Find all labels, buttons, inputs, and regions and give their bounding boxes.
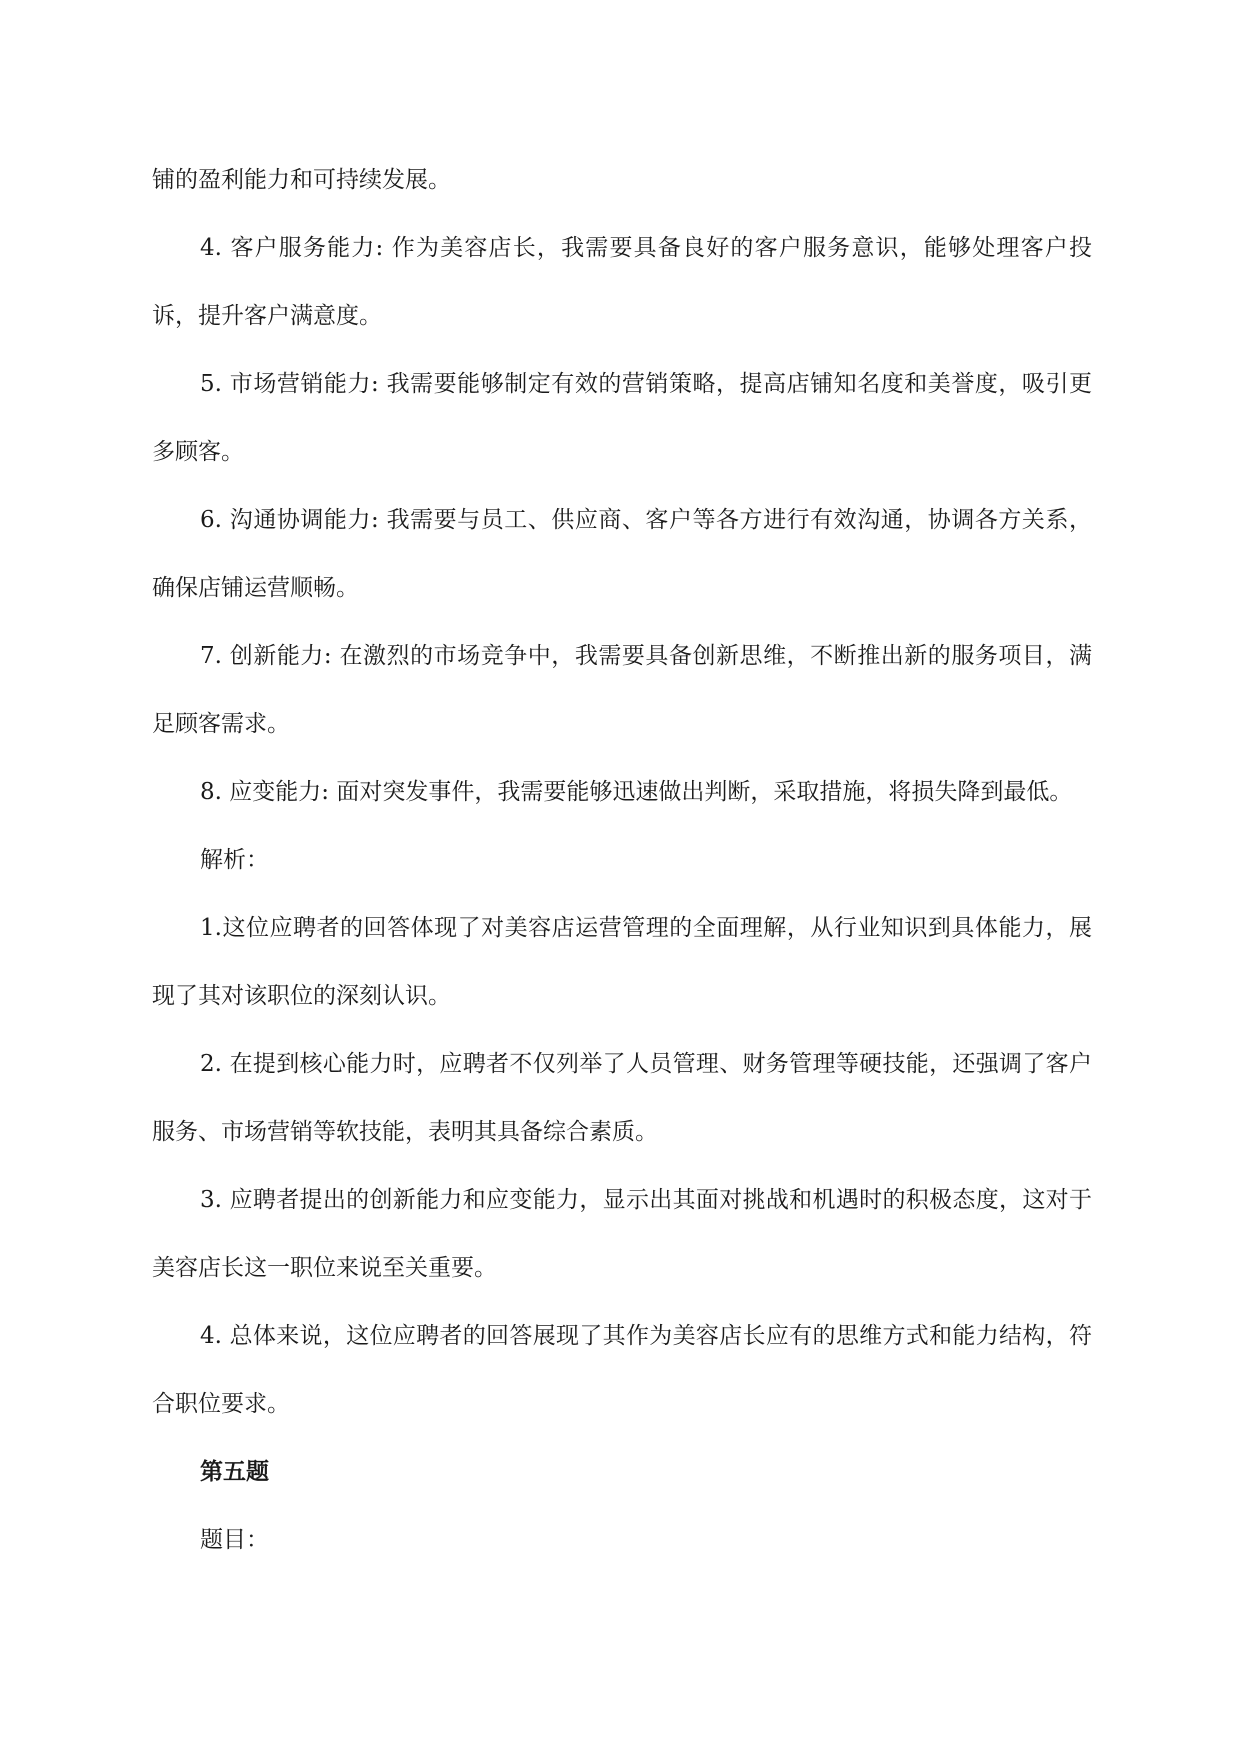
paragraph-4: 6. 沟通协调能力: 我需要与员工、供应商、客户等各方进行有效沟通，协调各方关系，确保店铺运营顺畅。 [152, 507, 1092, 601]
section-heading: 第五题 [200, 1458, 269, 1485]
paragraph-2: 4. 客户服务能力: 作为美容店长，我需要具备良好的客户服务意识，能够处理客户投诉，提升客户满意度。 [152, 235, 1092, 329]
analysis-point-2: 2. 在提到核心能力时，应聘者不仅列举了人员管理、财务管理等硬技能，还强调了客户服务、市场营销等软技能，表明其具备综合素质。 [152, 1051, 1092, 1145]
document-body [152, 146, 1092, 1574]
paragraph-6: 8. 应变能力: 面对突发事件，我需要能够迅速做出判断，采取措施，将损失降到最低。 [200, 779, 1073, 805]
analysis-point-3: 3. 应聘者提出的创新能力和应变能力，显示出其面对挑战和机遇时的积极态度，这对于美容店长这一职位来说至关重要。 [152, 1187, 1092, 1281]
question-label: 题目： [200, 1527, 269, 1553]
paragraph-5: 7. 创新能力: 在激烈的市场竞争中，我需要具备创新思维，不断推出新的服务项目，满足顾客需求。 [152, 643, 1092, 737]
analysis-point-1: 1.这位应聘者的回答体现了对美容店运营管理的全面理解，从行业知识到具体能力，展现了其对该职位的深刻认识。 [152, 915, 1092, 1009]
analysis-label: 解析： [200, 847, 269, 873]
paragraph-3: 5. 市场营销能力: 我需要能够制定有效的营销策略，提高店铺知名度和美誉度，吸引更多顾客。 [152, 371, 1092, 465]
analysis-point-4: 4. 总体来说，这位应聘者的回答展现了其作为美容店长应有的思维方式和能力结构，符合职位要求。 [152, 1323, 1092, 1417]
paragraph-1: 铺的盈利能力和可持续发展。 [152, 167, 451, 193]
